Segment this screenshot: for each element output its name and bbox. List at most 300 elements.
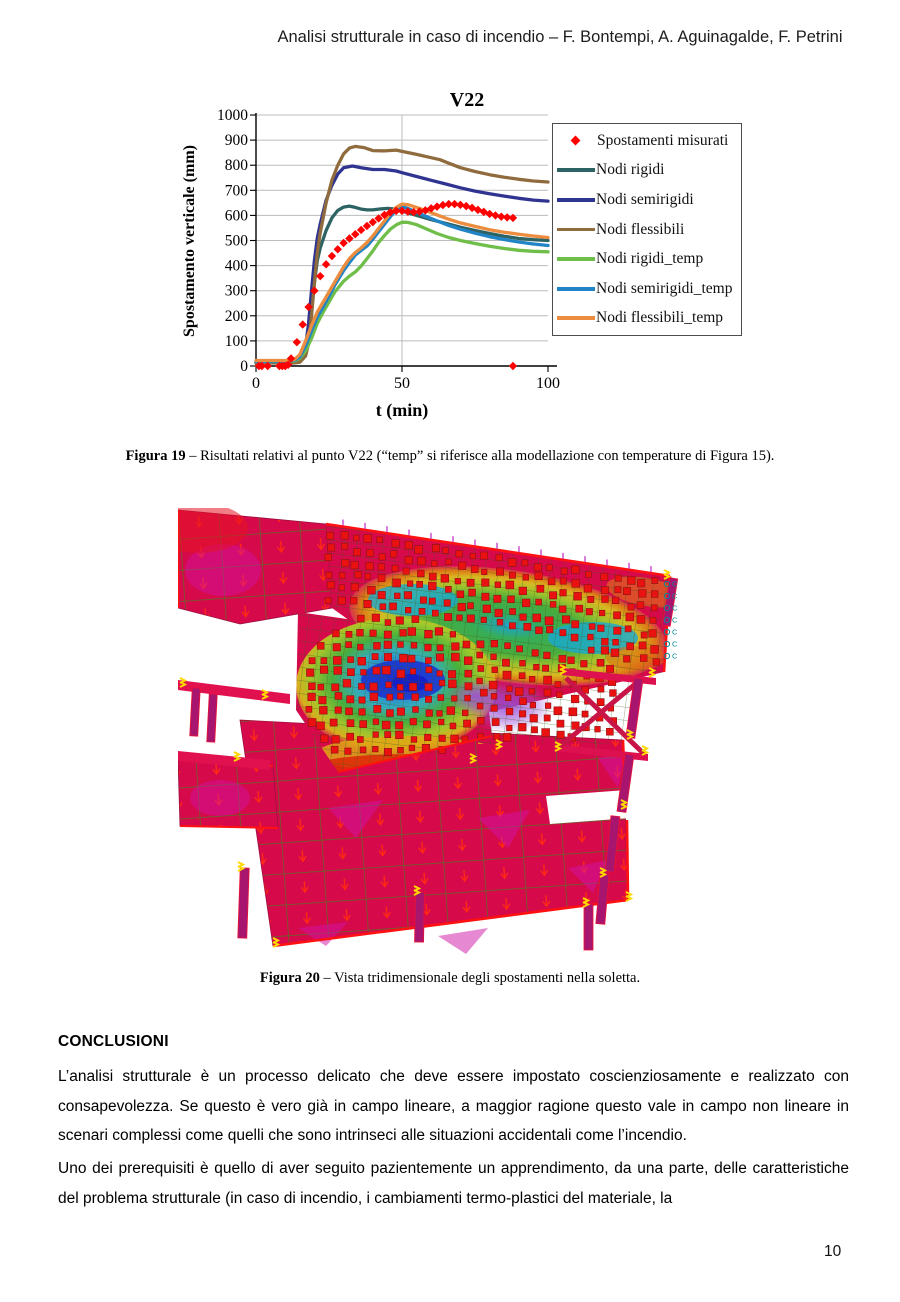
fem-red-square <box>444 600 450 606</box>
fem-red-square <box>492 667 498 673</box>
fem-red-square <box>522 599 530 607</box>
fem-red-square <box>384 748 391 755</box>
legend-label: Nodi flessibili_temp <box>596 309 724 327</box>
fem-red-square <box>396 722 403 729</box>
fem-red-square <box>598 625 605 632</box>
fem-red-square <box>530 702 536 708</box>
fem-red-square <box>441 575 449 583</box>
fem-red-square <box>325 554 332 561</box>
fem-red-square <box>517 646 523 652</box>
fem-red-square <box>544 676 552 684</box>
fem-red-square <box>598 686 604 692</box>
fem-yellow-marker <box>238 862 243 871</box>
fem-red-square <box>544 689 551 696</box>
fem-red-square <box>398 642 404 648</box>
fem-red-square <box>361 670 367 676</box>
fem-red-square <box>412 616 419 623</box>
fem-red-square <box>652 578 658 584</box>
fem-red-square <box>358 657 366 665</box>
fem-red-square <box>497 619 503 625</box>
fem-red-square <box>394 593 400 599</box>
fem-red-square <box>606 665 613 672</box>
fem-red-square <box>502 659 509 666</box>
fem-red-square <box>373 746 379 752</box>
fem-red-square <box>601 647 609 655</box>
fem-red-square <box>367 549 374 556</box>
fem-red-square <box>571 634 578 641</box>
fem-red-square <box>637 580 645 588</box>
figure-19-caption-label: Figura 19 <box>125 448 186 464</box>
fem-red-square <box>446 559 452 565</box>
fem-red-square <box>335 707 341 713</box>
fem-red-square <box>543 665 549 671</box>
fem-red-square <box>494 734 500 740</box>
y-tick-label: 800 <box>224 157 248 175</box>
fem-red-square <box>503 733 511 741</box>
fem-red-square <box>380 604 386 610</box>
fem-red-square <box>408 628 416 636</box>
fem-red-square <box>451 653 459 661</box>
fem-red-square <box>438 695 444 701</box>
fem-red-square <box>482 579 489 586</box>
fem-red-square <box>576 605 583 612</box>
fem-red-square <box>354 535 360 541</box>
fem-red-square <box>546 565 552 571</box>
fem-red-square <box>614 627 621 634</box>
fem-red-square <box>572 566 580 574</box>
fem-red-square <box>372 654 378 660</box>
fem-red-square <box>465 695 471 701</box>
fem-red-square <box>370 630 376 636</box>
legend-item-nodi-rigidi-temp <box>553 244 741 274</box>
fem-red-square <box>327 532 334 539</box>
fem-red-square <box>482 569 488 575</box>
fem-red-square <box>520 614 527 621</box>
fem-red-square <box>318 684 324 690</box>
chart-title: V22 <box>449 89 485 111</box>
fem-red-square <box>491 654 497 660</box>
fem-red-square <box>405 607 411 613</box>
legend-item-nodi-flessibili <box>553 215 741 245</box>
fem-red-square <box>347 733 354 740</box>
fem-red-square <box>370 693 378 701</box>
legend-item-nodi-flessibili-temp <box>553 304 741 334</box>
fem-red-square <box>519 587 527 595</box>
fem-red-square <box>327 581 334 588</box>
fem-red-square <box>333 657 341 665</box>
fem-red-square <box>358 615 365 622</box>
fem-red-square <box>653 659 660 666</box>
fem-red-square <box>321 735 328 742</box>
fem-red-square <box>462 710 468 716</box>
fem-red-square <box>382 721 390 729</box>
fem-red-square <box>468 603 474 609</box>
fem-red-square <box>425 734 432 741</box>
fem-red-square <box>452 643 460 651</box>
fem-red-square <box>495 582 501 588</box>
fem-red-square <box>358 683 364 689</box>
fem-red-square <box>450 632 456 638</box>
x-axis-title: t (min) <box>375 400 429 420</box>
fem-edge-label: C <box>672 651 678 661</box>
fem-red-square <box>531 727 537 733</box>
fem-red-square <box>555 682 561 688</box>
fem-red-square <box>350 597 357 604</box>
legend-label: Spostamenti misurati <box>597 131 729 149</box>
fem-red-square <box>386 682 392 688</box>
fem-red-square <box>333 644 340 651</box>
fem-red-square <box>584 585 592 593</box>
fem-red-square <box>477 703 483 709</box>
fem-red-square <box>347 720 354 727</box>
y-tick-label: 600 <box>224 207 248 225</box>
fem-red-square <box>418 557 426 565</box>
fem-red-square <box>588 634 594 640</box>
fem-edge-label: C <box>672 591 678 601</box>
fem-red-square <box>451 735 459 743</box>
fem-red-square <box>307 669 314 676</box>
fem-red-square <box>425 684 432 691</box>
y-tick-label: 300 <box>224 282 248 300</box>
fem-red-square <box>415 546 423 554</box>
fem-red-square <box>436 654 443 661</box>
fem-red-square <box>491 640 498 647</box>
legend-label: Nodi rigidi_temp <box>596 250 704 268</box>
fem-red-square <box>320 706 328 714</box>
fem-red-square <box>396 731 404 739</box>
fem-red-square <box>494 595 501 602</box>
fem-red-square <box>309 683 316 690</box>
fem-red-square <box>435 628 443 636</box>
fem-red-square <box>536 627 543 634</box>
chart-legend <box>552 123 742 336</box>
fem-red-square <box>545 617 553 625</box>
fem-red-square <box>411 643 417 649</box>
fem-red-square <box>572 621 579 628</box>
fem-red-square <box>438 719 444 725</box>
fem-red-square <box>467 579 474 586</box>
fem-red-square <box>428 582 436 590</box>
measured-point <box>345 234 353 242</box>
fem-red-square <box>335 693 342 700</box>
fem-red-square <box>425 658 431 664</box>
fem-red-square <box>478 666 484 672</box>
fem-red-square <box>602 596 609 603</box>
fem-red-square <box>482 593 489 600</box>
measured-point <box>322 260 330 268</box>
fem-edge-label: C <box>672 627 678 637</box>
y-tick-label: 500 <box>224 232 248 250</box>
fem-red-square <box>450 723 456 729</box>
fem-red-square <box>623 588 630 595</box>
fem-red-square <box>378 591 385 598</box>
fem-red-square <box>359 709 366 716</box>
fem-red-square <box>588 647 594 653</box>
fem-red-square <box>384 631 391 638</box>
conclusions-heading: CONCLUSIONI <box>58 1033 169 1050</box>
fem-red-square <box>437 645 443 651</box>
fem-red-square <box>458 603 466 611</box>
page-number: 10 <box>824 1243 842 1260</box>
fem-red-square <box>412 694 419 701</box>
fem-red-square <box>612 597 619 604</box>
fem-red-square <box>353 549 360 556</box>
fem-yellow-marker <box>234 752 239 761</box>
legend-line-marker <box>557 287 595 291</box>
fem-red-square <box>639 590 647 598</box>
fem-red-square <box>508 596 515 603</box>
fem-red-square <box>445 614 452 621</box>
fem-red-square <box>457 591 464 598</box>
fem-red-square <box>392 540 399 547</box>
fem-red-square <box>507 725 513 731</box>
fem-red-square <box>351 561 359 569</box>
fem-red-square <box>535 572 543 580</box>
fem-red-square <box>357 629 364 636</box>
fem-red-square <box>410 718 417 725</box>
fem-red-square <box>640 655 647 662</box>
fem-red-square <box>417 570 424 577</box>
fem-red-square <box>411 737 417 743</box>
fem-red-square <box>651 605 657 611</box>
fem-red-square <box>332 684 339 691</box>
fem-red-square <box>542 729 550 737</box>
figure-19-caption-text: – Risultati relativi al punto V22 (“temp” si riferisce alla modellazione con temperature di Figura 15). <box>185 448 775 464</box>
fem-red-square <box>534 564 541 571</box>
fem-red-square <box>625 626 631 632</box>
fem-red-square <box>519 673 525 679</box>
fem-red-square <box>469 589 476 596</box>
fem-red-square <box>328 544 335 551</box>
fem-red-square <box>355 571 362 578</box>
fem-red-square <box>341 532 349 540</box>
fem-red-square <box>491 705 497 711</box>
y-tick-label: 200 <box>224 307 248 325</box>
fem-red-square <box>627 577 635 585</box>
fem-red-square <box>342 559 349 566</box>
fem-red-square <box>533 614 541 622</box>
fem-red-square <box>637 602 644 609</box>
fem-red-square <box>557 692 563 698</box>
fem-red-square <box>448 671 456 679</box>
fem-red-square <box>425 644 432 651</box>
y-tick-label: 400 <box>224 257 248 275</box>
fem-red-square <box>413 707 419 713</box>
fem-red-square <box>455 578 461 584</box>
fem-red-square <box>366 562 374 570</box>
fem-red-square <box>456 551 463 558</box>
legend-line-marker <box>557 168 595 172</box>
measured-point <box>328 252 336 260</box>
legend-label: Nodi semirigidi_temp <box>596 279 733 297</box>
fem-red-square <box>333 630 340 637</box>
fem-edge-label: C <box>672 579 678 589</box>
fem-red-square <box>387 710 394 717</box>
fem-red-square <box>419 608 425 614</box>
fem-red-square <box>390 603 397 610</box>
fem-red-square <box>345 748 351 754</box>
fem-red-square <box>397 708 404 715</box>
fem-red-square <box>325 598 331 604</box>
conclusions-paragraph-1: L’analisi strutturale è un processo delicato che deve essere impostato coscienziosamente e realizzato con consapevolezza. Se questo è vero già in campo lineare, a maggior ragione questo vale in campo non lineare in scenari complessi come quelli che sono intrinseci alle situazioni accidentali come l’incendio. <box>58 1068 849 1144</box>
fem-red-square <box>306 706 312 712</box>
fem-red-square <box>346 708 353 715</box>
measured-point <box>299 320 307 328</box>
fem-red-square <box>495 609 503 617</box>
fem-red-square <box>582 711 588 717</box>
fem-red-square <box>347 696 354 703</box>
fem-red-square <box>409 745 415 751</box>
fem-red-square <box>637 616 645 624</box>
fem-red-square <box>437 711 443 717</box>
fem-red-square <box>614 612 621 619</box>
fem-red-square <box>393 579 401 587</box>
fem-red-square <box>489 681 497 689</box>
legend-label: Nodi flessibili <box>596 220 685 238</box>
fem-red-square <box>530 715 538 723</box>
conclusions-paragraph-2: Uno dei prerequisiti è quello di aver seguito pazientemente un apprendimento, da una parte, delle caratteristiche del problema strutturale (in caso di incendio, i cambiamenti termo-plastici del materiale, la <box>58 1160 849 1207</box>
fem-red-square <box>338 597 345 604</box>
fem-red-square <box>615 575 621 581</box>
fem-red-square <box>523 574 529 580</box>
fem-red-square <box>496 568 503 575</box>
fem-red-square <box>574 592 582 600</box>
fem-red-square <box>439 735 445 741</box>
fem-red-square <box>562 616 569 623</box>
fem-red-square <box>470 553 476 559</box>
fem-red-square <box>373 719 379 725</box>
fem-red-square <box>492 719 499 726</box>
fem-red-square <box>374 642 381 649</box>
fem-red-square <box>339 572 345 578</box>
fem-red-square <box>561 568 567 574</box>
fem-red-square <box>370 683 378 691</box>
fem-red-square <box>560 630 566 636</box>
fem-red-square <box>507 686 513 692</box>
fem-edge-label: C <box>672 639 678 649</box>
fem-red-square <box>586 572 592 578</box>
fem-red-square <box>464 657 472 665</box>
figure-20-caption <box>260 970 640 987</box>
figure-20-fem-image <box>178 508 690 963</box>
fem-red-square <box>439 680 445 686</box>
fem-red-square <box>477 717 484 724</box>
fem-red-square <box>339 585 345 591</box>
legend-label: Nodi rigidi <box>596 161 665 179</box>
legend-diamond-marker <box>571 136 581 146</box>
fem-red-square <box>601 573 608 580</box>
fem-red-square <box>611 649 619 657</box>
legend-line-marker <box>557 198 595 202</box>
legend-line-marker <box>557 257 595 261</box>
fem-red-square <box>326 572 332 578</box>
fem-red-square <box>613 639 619 645</box>
fem-red-square <box>378 575 385 582</box>
fem-red-square <box>510 609 516 615</box>
fem-red-square <box>463 641 470 648</box>
fem-red-square <box>548 578 555 585</box>
fem-red-square <box>387 694 393 700</box>
fem-red-square <box>452 696 458 702</box>
fem-red-square <box>397 670 405 678</box>
figure-19-caption <box>126 448 775 465</box>
fem-red-square <box>405 557 413 565</box>
y-tick-label: 900 <box>224 132 248 150</box>
fem-red-square <box>425 630 433 638</box>
fem-red-square <box>651 646 659 654</box>
legend-line-marker <box>557 316 595 320</box>
fem-red-square <box>400 654 408 662</box>
document-header: Analisi strutturale in caso di incendio – F. Bontempi, A. Aguinagalde, F. Petrini <box>277 28 843 46</box>
measured-point <box>509 362 517 370</box>
fem-red-square <box>429 573 436 580</box>
figure-20-caption-label: Figura 20 <box>259 970 320 986</box>
fem-red-square <box>505 643 511 649</box>
fem-red-square <box>508 558 516 566</box>
fem-red-square <box>557 731 564 738</box>
fem-red-square <box>597 699 604 706</box>
fem-red-square <box>359 697 365 703</box>
fem-red-square <box>626 613 634 621</box>
fem-red-square <box>615 587 621 593</box>
fem-red-square <box>309 658 315 664</box>
fem-red-square <box>549 592 556 599</box>
fem-red-square <box>519 723 527 731</box>
fem-red-square <box>505 695 511 701</box>
fem-red-square <box>396 617 403 624</box>
fem-red-square <box>506 708 513 715</box>
fem-red-square <box>597 659 604 666</box>
fem-red-square <box>509 572 515 578</box>
figure-20-caption-text: – Vista tridimensionale degli spostamenti nella soletta. <box>319 970 641 986</box>
y-tick-label: 100 <box>224 332 248 350</box>
fem-red-square <box>467 615 474 622</box>
fem-red-square <box>651 591 658 598</box>
fem-red-square <box>384 641 392 649</box>
fem-red-square <box>385 620 391 626</box>
fem-red-square <box>529 676 535 682</box>
fem-red-square <box>480 689 487 696</box>
fem-red-square <box>373 732 379 738</box>
fem-red-square <box>532 650 538 656</box>
fem-red-square <box>360 721 367 728</box>
fem-red-square <box>319 697 326 704</box>
fem-edge-label: C <box>672 615 678 625</box>
fem-red-square <box>365 574 371 580</box>
legend-item-nodi-semirigidi <box>553 185 741 215</box>
fem-red-square <box>400 630 407 637</box>
fem-red-square <box>334 667 342 675</box>
fem-red-square <box>483 605 491 613</box>
y-tick-label: 1000 <box>217 107 248 124</box>
fem-red-square <box>432 545 439 552</box>
fem-red-square <box>491 693 497 699</box>
fem-red-square <box>544 652 551 659</box>
fem-red-square <box>405 541 413 549</box>
fem-red-square <box>465 670 472 677</box>
fem-red-square <box>557 720 564 727</box>
fem-edge-label: C <box>672 603 678 613</box>
fem-red-square <box>520 698 527 705</box>
fem-red-square <box>437 671 443 677</box>
fem-red-square <box>330 719 337 726</box>
legend-item-nodi-rigidi <box>553 156 741 186</box>
fem-red-square <box>471 566 478 573</box>
fem-red-square <box>407 581 413 587</box>
fem-red-square <box>382 666 390 674</box>
fem-yellow-marker <box>626 892 631 901</box>
fem-red-square <box>586 609 592 615</box>
